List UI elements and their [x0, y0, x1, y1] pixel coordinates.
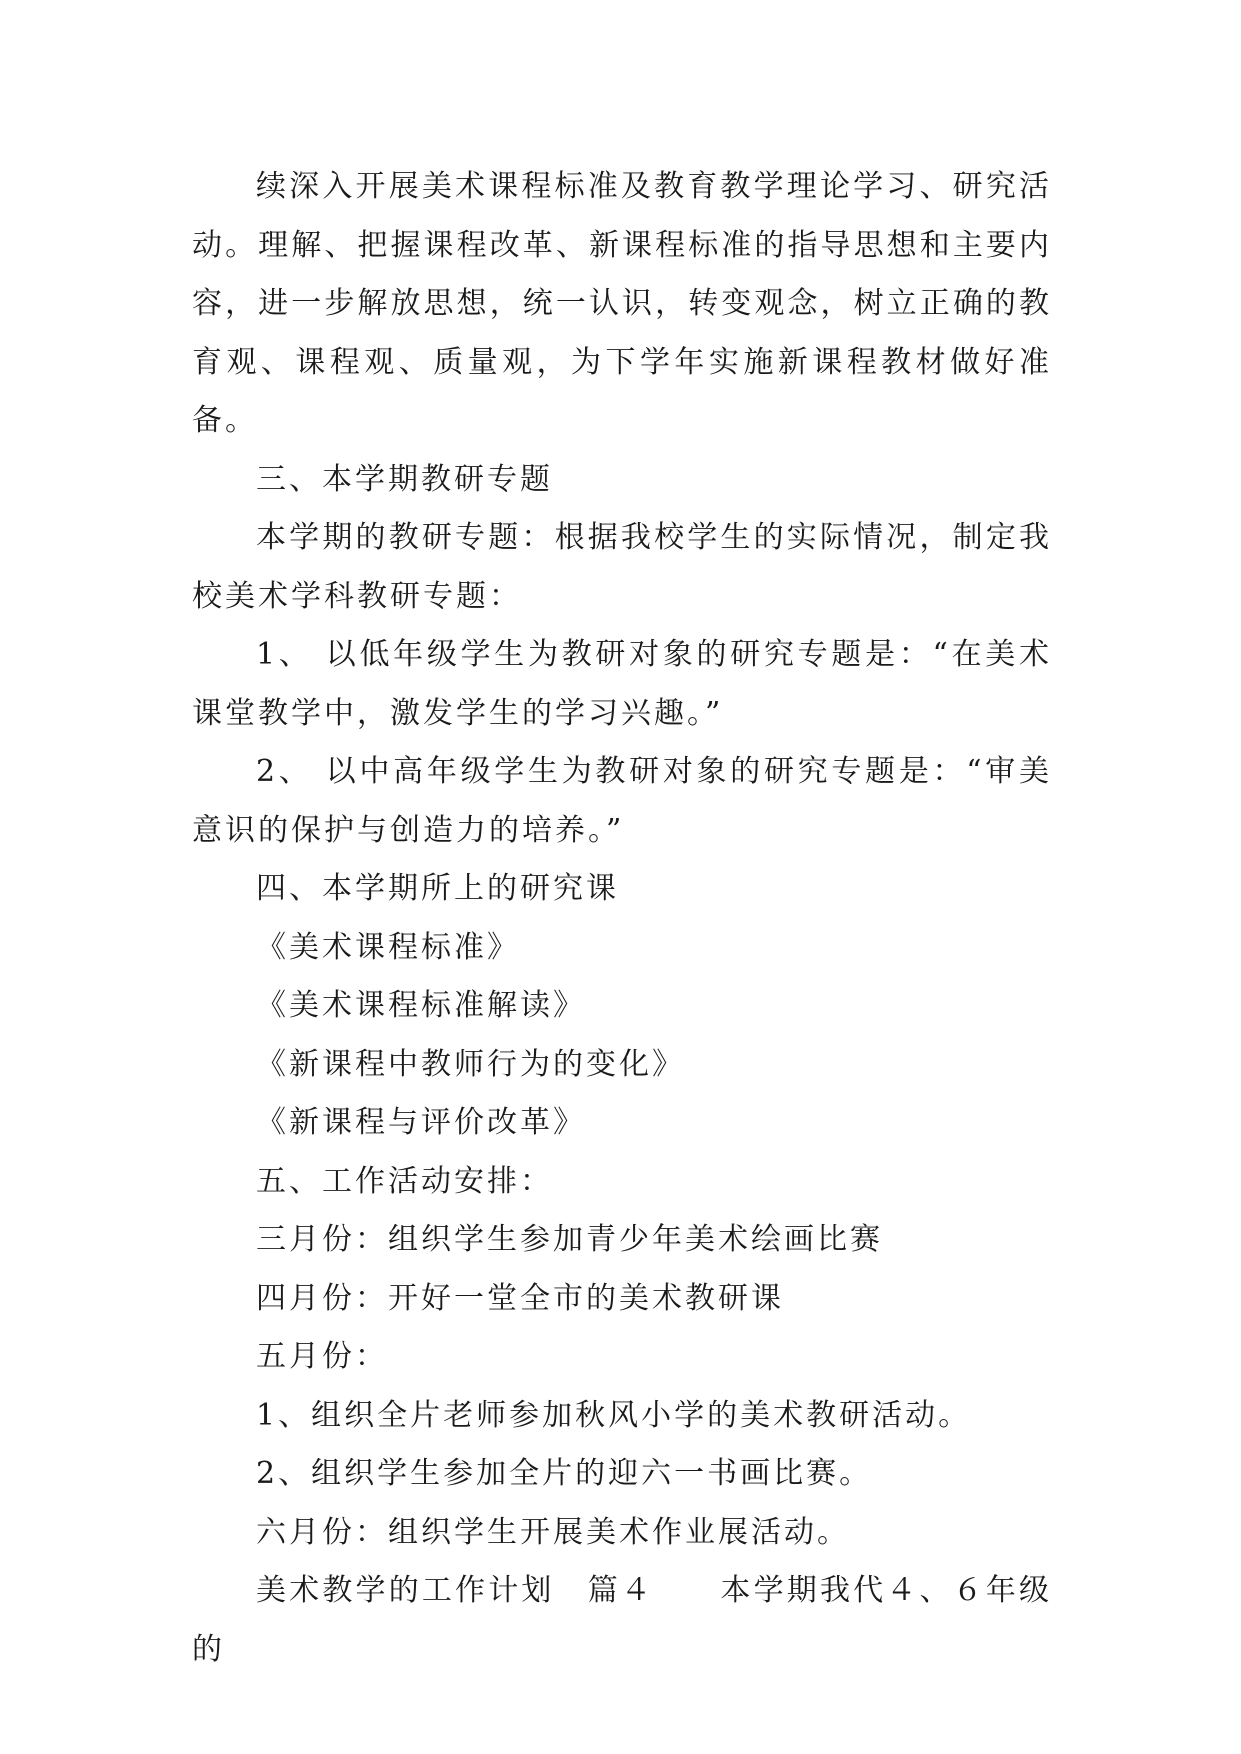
- paragraph-research-topic: 本学期的教研专题：根据我校学生的实际情况，制定我校美术学科教研专题：: [192, 520, 1052, 614]
- list-item-topic-2: 2、 以中高年级学生为教研对象的研究专题是：“审美意识的保护与创造力的培养。”: [192, 754, 1052, 848]
- paragraph-intro-continued: 续深入开展美术课程标准及教育教学理论学习、研究活动。理解、把握课程改革、新课程标准的指导思想和主要内容，进一步解放思想，统一认识，转变观念，树立正确的教育观、课程观、质量观，为下学年实施新课程教材做好准备。: [192, 169, 1052, 438]
- course-title-2: 《美术课程标准解读》: [256, 988, 586, 1023]
- course-title-3: 《新课程中教师行为的变化》: [256, 1046, 685, 1082]
- schedule-april: 四月份：开好一堂全市的美术教研课: [256, 1280, 784, 1316]
- schedule-may: 五月份：: [256, 1339, 388, 1374]
- schedule-march: 三月份：组织学生参加青少年美术绘画比赛: [256, 1222, 883, 1257]
- document-body: [192, 158, 1052, 1679]
- schedule-may-item-1: 1、组织全片老师参加秋风小学的美术教研活动。: [256, 1397, 972, 1433]
- schedule-may-item-2: 2、组织学生参加全片的迎六一书画比赛。: [256, 1456, 873, 1491]
- course-title-4: 《新课程与评价改革》: [256, 1105, 586, 1140]
- next-plan-heading: 美术教学的工作计划 篇４ 本学期我代４、６年级的: [192, 1573, 1052, 1667]
- section-heading-3: 三、本学期教研专题: [256, 461, 553, 497]
- list-item-topic-1: 1、 以低年级学生为教研对象的研究专题是：“在美术课堂教学中，激发学生的学习兴趣。”: [192, 637, 1052, 731]
- course-title-1: 《美术课程标准》: [256, 929, 520, 965]
- schedule-june: 六月份：组织学生开展美术作业展活动。: [256, 1514, 850, 1550]
- section-heading-5: 五、工作活动安排：: [256, 1163, 553, 1199]
- section-heading-4: 四、本学期所上的研究课: [256, 871, 619, 906]
